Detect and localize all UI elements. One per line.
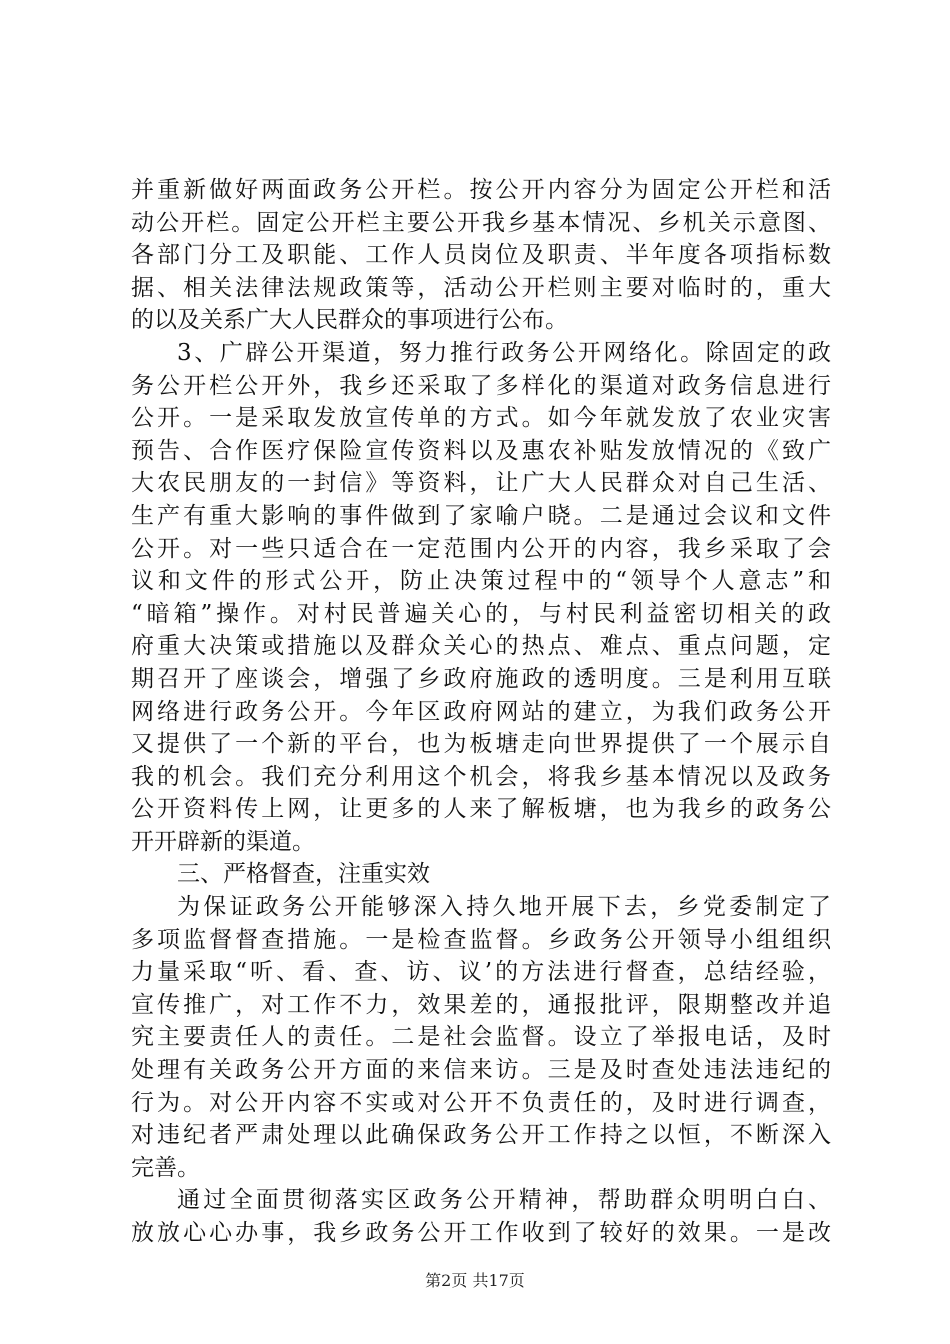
text-line: 开开辟新的渠道。 <box>131 828 315 855</box>
text-line: “暗箱”操作。对村民普遍关心的，与村民利益密切相关的政 <box>131 600 831 627</box>
text-line: 公开资料传上网，让更多的人来了解板塘，也为我乡的政务公 <box>131 796 831 823</box>
text-line: 网络进行政务公开。今年区政府网站的建立，为我们政务公开 <box>131 698 831 725</box>
text-line: 又提供了一个新的平台，也为板塘走向世界提供了一个展示自 <box>131 731 831 758</box>
text-line: 公开。一是采取发放宣传单的方式。如今年就发放了农业灾害 <box>131 405 831 432</box>
text-line: 据、相关法律法规政策等，活动公开栏则主要对临时的，重大 <box>131 274 831 301</box>
text-line: 宣传推广，对工作不力，效果差的，通报批评，限期整改并追 <box>131 991 831 1018</box>
text-line: 生产有重大影响的事件做到了家喻户晓。二是通过会议和文件 <box>131 502 831 529</box>
text-line: 完善。 <box>131 1154 200 1181</box>
text-line: 各部门分工及职能、工作人员岗位及职责、半年度各项指标数 <box>131 242 831 269</box>
text-line: 行为。对公开内容不实或对公开不负责任的，及时进行调查， <box>131 1089 831 1116</box>
text-line: 的以及关系广大人民群众的事项进行公布。 <box>131 307 568 334</box>
text-line: 我的机会。我们充分利用这个机会，将我乡基本情况以及政务 <box>131 763 831 790</box>
text-line: 大农民朋友的一封信》等资料，让广大人民群众对自己生活、 <box>131 470 831 497</box>
text-line: 力量采取“听、看、查、访、议’的方法进行督查，总结经验， <box>131 959 831 986</box>
text-line: 务公开栏公开外，我乡还采取了多样化的渠道对政务信息进行 <box>131 372 831 399</box>
section-heading: 三、严格督查，注重实效 <box>177 861 430 888</box>
text-line: 放放心心办事，我乡政务公开工作收到了较好的效果。一是改 <box>131 1220 831 1246</box>
body-text <box>131 174 831 1250</box>
text-line: 多项监督督查措施。一是检查监督。乡政务公开领导小组组织 <box>131 926 831 953</box>
text-line: 期召开了座谈会，增强了乡政府施政的透明度。三是利用互联 <box>131 665 831 692</box>
text-line: 究主要责任人的责任。二是社会监督。设立了举报电话，及时 <box>131 1024 831 1051</box>
text-line: 府重大决策或措施以及群众关心的热点、难点、重点问题，定 <box>131 633 831 660</box>
text-line: 为保证政务公开能够深入持久地开展下去，乡党委制定了 <box>177 894 831 921</box>
text-line: 通过全面贯彻落实区政务公开精神，帮助群众明明白白、 <box>177 1187 831 1214</box>
text-line: 公开。对一些只适合在一定范围内公开的内容，我乡采取了会 <box>131 535 831 562</box>
text-line: 3、广辟公开渠道，努力推行政务公开网络化。除固定的政 <box>177 339 831 366</box>
text-line: 动公开栏。固定公开栏主要公开我乡基本情况、乡机关示意图、 <box>131 209 831 236</box>
text-line: 对违纪者严肃处理以此确保政务公开工作持之以恒，不断深入 <box>131 1122 831 1149</box>
text-line: 预告、合作医疗保险宣传资料以及惠农补贴发放情况的《致广 <box>131 437 831 464</box>
text-line: 处理有关政务公开方面的来信来访。三是及时查处违法违纪的 <box>131 1057 831 1084</box>
text-line: 并重新做好两面政务公开栏。按公开内容分为固定公开栏和活 <box>131 177 831 203</box>
page-footer: 第2页 共17页 <box>425 1271 525 1290</box>
text-line: 议和文件的形式公开，防止决策过程中的“领导个人意志”和 <box>131 568 831 595</box>
